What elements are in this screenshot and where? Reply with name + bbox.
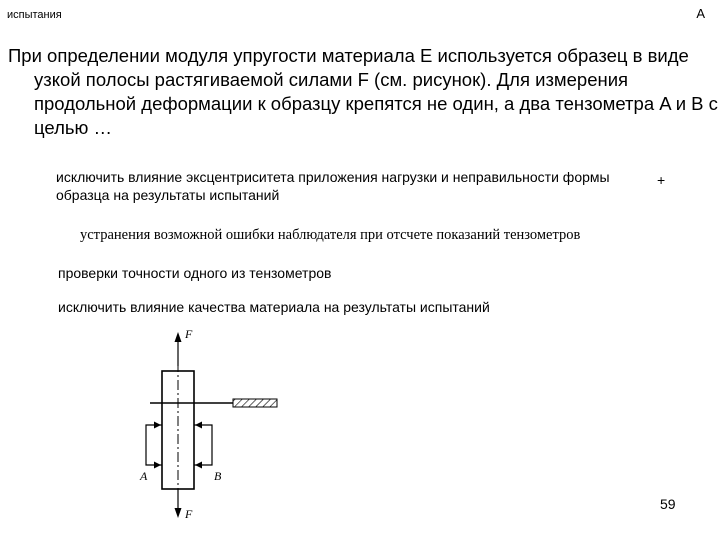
gauge-b — [194, 422, 212, 469]
specimen-diagram — [128, 322, 298, 528]
topic-label: испытания — [7, 9, 62, 21]
force-arrow-bottom — [175, 489, 182, 518]
correct-answer-mark: + — [657, 172, 666, 188]
gauge-b-label: B — [214, 469, 222, 483]
question-text: При определении модуля упругости материала E используется образец в виде узкой полосы растягиваемой силами F (см. рисунок). Для измерения продольной деформации к образцу крепятся не один, а два тензометра A и B с целью … — [8, 45, 718, 138]
page-number: 59 — [660, 496, 676, 512]
answer-option-1[interactable]: исключить влияние эксцентриситета приложения нагрузки и неправильности формы образца на результаты испытаний — [56, 169, 610, 203]
variant-label: А — [696, 6, 705, 21]
force-arrow-top — [175, 332, 182, 366]
force-label-bottom: F — [185, 507, 193, 521]
hatched-wall — [233, 399, 277, 407]
gauge-a-label: A — [140, 469, 148, 483]
answer-option-2[interactable]: устранения возможной ошибки наблюдателя при отсчете показаний тензометров — [80, 227, 581, 243]
answer-option-3[interactable]: проверки точности одного из тензометров — [58, 265, 332, 281]
force-label-top: F — [185, 327, 193, 341]
gauge-a — [146, 422, 162, 469]
answer-option-4[interactable]: исключить влияние качества материала на результаты испытаний — [58, 299, 490, 315]
